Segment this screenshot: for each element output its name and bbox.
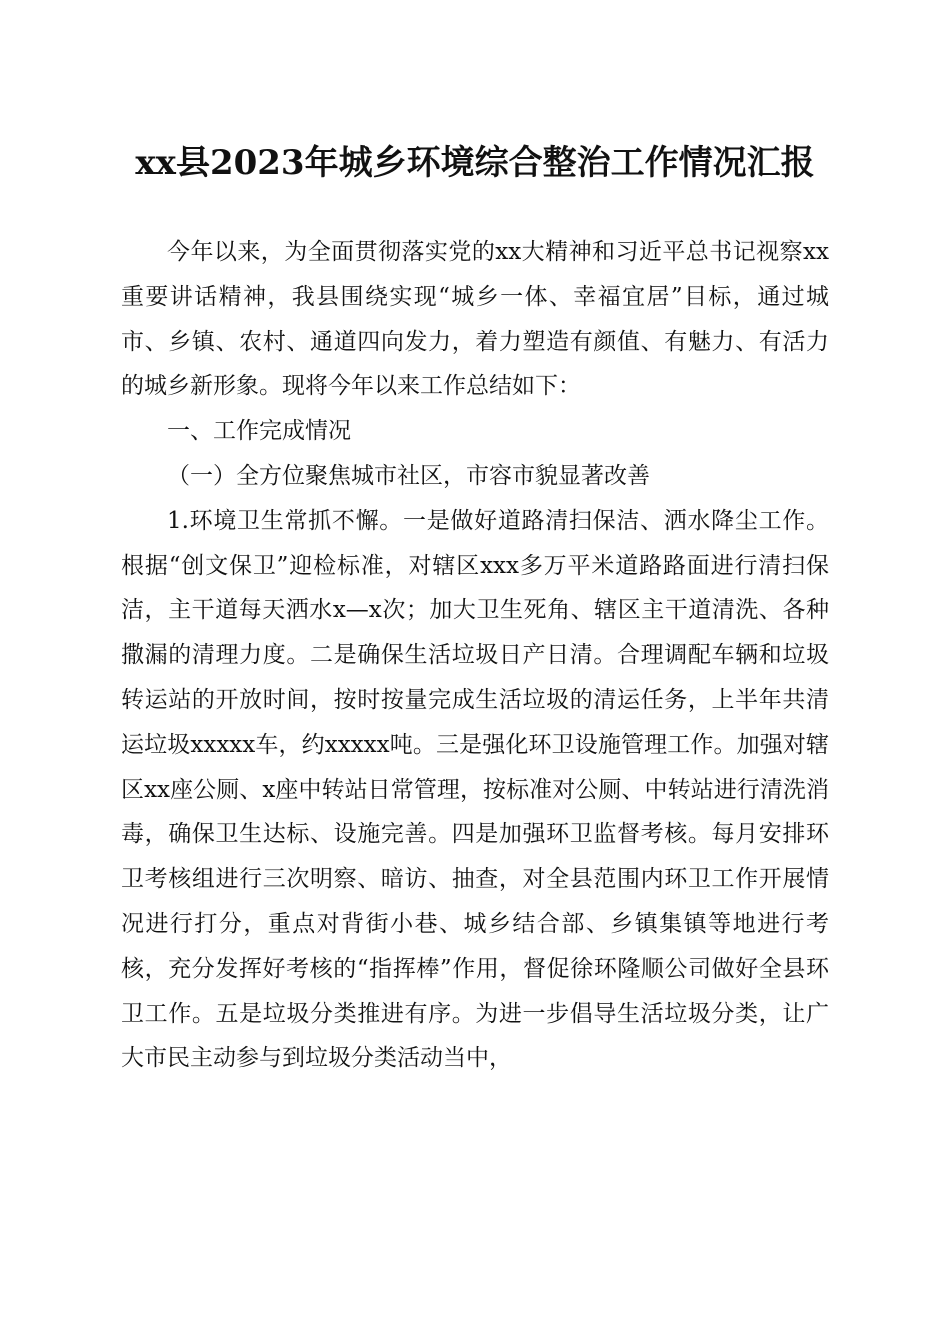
section-heading: 一、工作完成情况	[167, 418, 351, 445]
subsection-heading: （一）全方位聚焦城市社区，市容市貌显著改善	[167, 462, 650, 489]
document-title: xx县2023年城乡环境综合整治工作情况汇报	[135, 143, 815, 183]
body-paragraph: 1.环境卫生常抓不懈。一是做好道路清扫保洁、洒水降尘工作。根据“创文保卫”迎检标准，对辖区xxx多万平米道路路面进行清扫保洁，主干道每天洒水x—x次；加大卫生死角、辖区主干道清洗、各种撒漏的清理力度。二是确保生活垃圾日产日清。合理调配车辆和垃圾转运站的开放时间，按时按量完成生活垃圾的清运任务，上半年共清运垃圾xxxxx车，约xxxxx吨。三是强化环卫设施管理工作。加强对辖区xx座公厕、x座中转站日常管理，按标准对公厕、中转站进行清洗消毒，确保卫生达标、设施完善。四是加强环卫监督考核。每月安排环卫考核组进行三次明察、暗访、抽查，对全县范围内环卫工作开展情况进行打分，重点对背街小巷、城乡结合部、乡镇集镇等地进行考核，充分发挥好考核的“指挥棒”作用，督促徐环隆顺公司做好全县环卫工作。五是垃圾分类推进有序。为进一步倡导生活垃圾分类，让广大市民主动参与到垃圾分类活动当中，	[121, 507, 829, 1072]
document-body	[121, 230, 829, 1081]
intro-paragraph: 今年以来，为全面贯彻落实党的xx大精神和习近平总书记视察xx重要讲话精神，我县围绕实现“城乡一体、幸福宜居”目标，通过城市、乡镇、农村、通道四向发力，着力塑造有颜值、有魅力、有活力的城乡新形象。现将今年以来工作总结如下：	[121, 239, 829, 400]
